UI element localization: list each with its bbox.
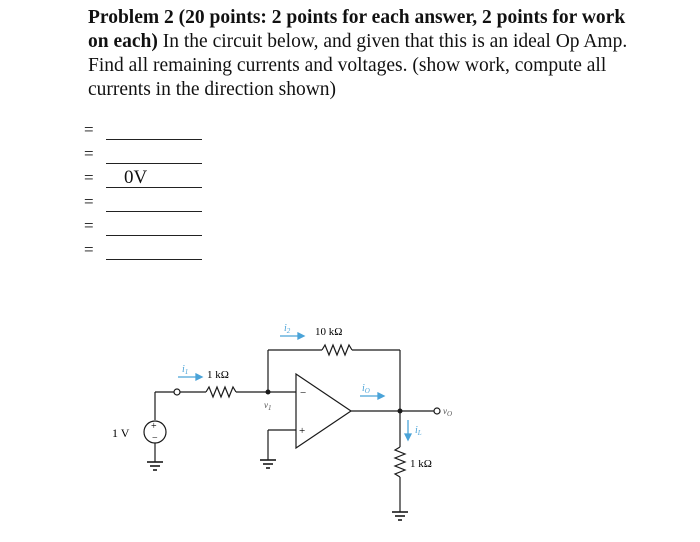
output-terminal — [434, 408, 440, 414]
il-label: $i_L$ — [415, 425, 422, 437]
equals-sign: = — [84, 240, 94, 259]
equals-sign: = — [84, 192, 94, 211]
io-label: $i_O$ — [362, 383, 370, 395]
rf-label: 10 kΩ — [315, 326, 343, 338]
vo-label: $v_O$ — [443, 406, 453, 418]
answer-row-5[interactable] — [84, 216, 214, 240]
answer-blank-line — [106, 259, 202, 260]
equals-sign: = — [84, 120, 94, 139]
equals-sign: = — [84, 216, 94, 235]
r1-label: 1 kΩ — [207, 369, 229, 381]
answer-blank-line — [106, 163, 202, 164]
ground-icon — [147, 462, 163, 470]
resistor-1k-input — [206, 387, 236, 397]
answer-blank-line — [106, 187, 202, 188]
problem-statement — [88, 6, 648, 102]
junction-dot — [266, 390, 271, 395]
resistor-1k-load — [395, 447, 405, 477]
i2-label: $i_2$ — [284, 323, 291, 335]
answer-row-6[interactable] — [84, 240, 214, 264]
answer-row-1[interactable] — [84, 120, 214, 144]
answer-row-2[interactable] — [84, 144, 214, 168]
opamp-plus-sign: + — [299, 425, 306, 437]
op-amp-circuit-diagram — [96, 312, 456, 537]
problem-body: In the circuit below, and given that this is an ideal Op Amp. Find all remaining currents and voltages. (show work, compute all currents in the direction shown) — [88, 31, 628, 100]
resistor-10k-feedback — [322, 345, 352, 355]
ground-icon — [260, 460, 276, 468]
junction-dot — [398, 409, 403, 414]
arrow-head-icon — [405, 434, 411, 440]
problem-heading: Problem 2 (20 points: 2 points for each answer, 2 points for work on each) — [88, 7, 626, 52]
answer-blank-line — [106, 235, 202, 236]
source-minus-sign: − — [152, 433, 158, 444]
answer-row-3[interactable] — [84, 168, 214, 192]
equals-sign: = — [84, 168, 94, 187]
ground-icon — [392, 512, 408, 520]
arrow-head-icon — [196, 374, 202, 380]
v1-label: $v_1$ — [264, 400, 272, 412]
source-voltage-label: 1 V — [112, 426, 130, 440]
i1-label: $i_1$ — [182, 364, 189, 376]
answer-value: 0V — [124, 167, 148, 188]
answer-blank-line — [106, 139, 202, 140]
arrow-head-icon — [298, 333, 304, 339]
rl-label: 1 kΩ — [410, 458, 432, 470]
terminal-node — [174, 389, 180, 395]
arrow-head-icon — [378, 393, 384, 399]
opamp-minus-sign: − — [300, 387, 307, 399]
equals-sign: = — [84, 144, 94, 163]
answer-blank-line — [106, 211, 202, 212]
answer-row-4[interactable] — [84, 192, 214, 216]
source-plus-sign: + — [151, 421, 157, 432]
